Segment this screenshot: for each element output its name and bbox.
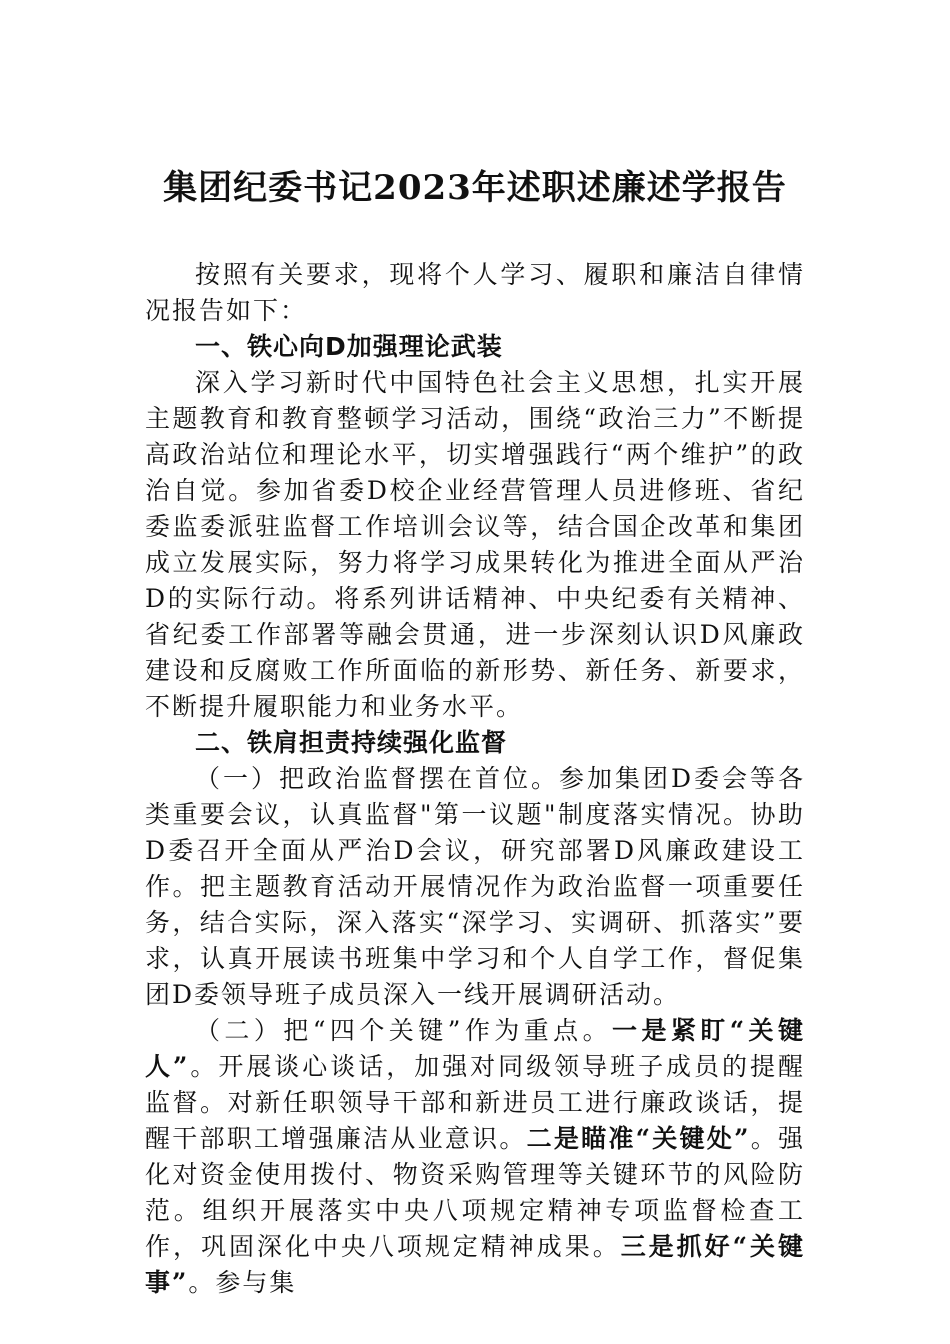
section-2-paragraph-2 <box>145 1013 805 1301</box>
section-1-paragraph: 深入学习新时代中国特色社会主义思想，扎实开展主题教育和教育整顿学习活动，围绕“政治三力”不断提高政治站位和理论水平，切实增强践行“两个维护”的政治自觉。参加省委D校企业经营管理人员进修班、省纪委监委派驻监督工作培训会议等，结合国企改革和集团成立发展实际，努力将学习成果转化为推进全面从严治D的实际行动。将系列讲话精神、中央纪委有关精神、省纪委工作部署等融会贯通，进一步深刻认识D风廉政建设和反腐败工作所面临的新形势、新任务、新要求，不断提升履职能力和业务水平。 <box>145 368 805 721</box>
p2-text-2: 。强化对资金使用拨付、物资采购管理等关键环节的风险防范。组织开展落实中央八项规定精神专项监督检查工作，巩固深化中央八项规定精神成果。 <box>145 1124 805 1261</box>
document-body <box>145 257 805 1301</box>
p2-bold-point-2: 二是瞄准“关键处” <box>526 1124 751 1153</box>
section-2-heading: 二、铁肩担责持续强化监督 <box>195 728 508 757</box>
p2-bold-point-1: 一是紧盯“关键人” <box>145 1016 805 1081</box>
p2-text-3: 。参与集 <box>188 1268 297 1297</box>
document-title: 集团纪委书记2023年述职述廉述学报告 <box>163 168 787 208</box>
p2-bold-point-3: 三是抓好“关键事” <box>145 1232 805 1297</box>
section-2-paragraph-1: （一）把政治监督摆在首位。参加集团D委会等各类重要会议，认真监督"第一议题"制度落实情况。协助D委召开全面从严治D会议，研究部署D风廉政建设工作。把主题教育活动开展情况作为政治监督一项重要任务，结合实际，深入落实“深学习、实调研、抓落实”要求，认真开展读书班集中学习和个人自学工作，督促集团D委领导班子成员深入一线开展调研活动。 <box>145 764 805 1009</box>
p2-text-1: 。开展谈心谈话，加强对同级领导班子成员的提醒监督。对新任职领导干部和新进员工进行廉政谈话，提醒干部职工增强廉洁从业意识。 <box>145 1052 805 1153</box>
intro-paragraph: 按照有关要求，现将个人学习、履职和廉洁自律情况报告如下： <box>145 260 805 325</box>
p2-intro-text: （二）把“四个关键”作为重点。 <box>195 1016 613 1045</box>
section-1-heading: 一、铁心向D加强理论武装 <box>195 332 503 361</box>
